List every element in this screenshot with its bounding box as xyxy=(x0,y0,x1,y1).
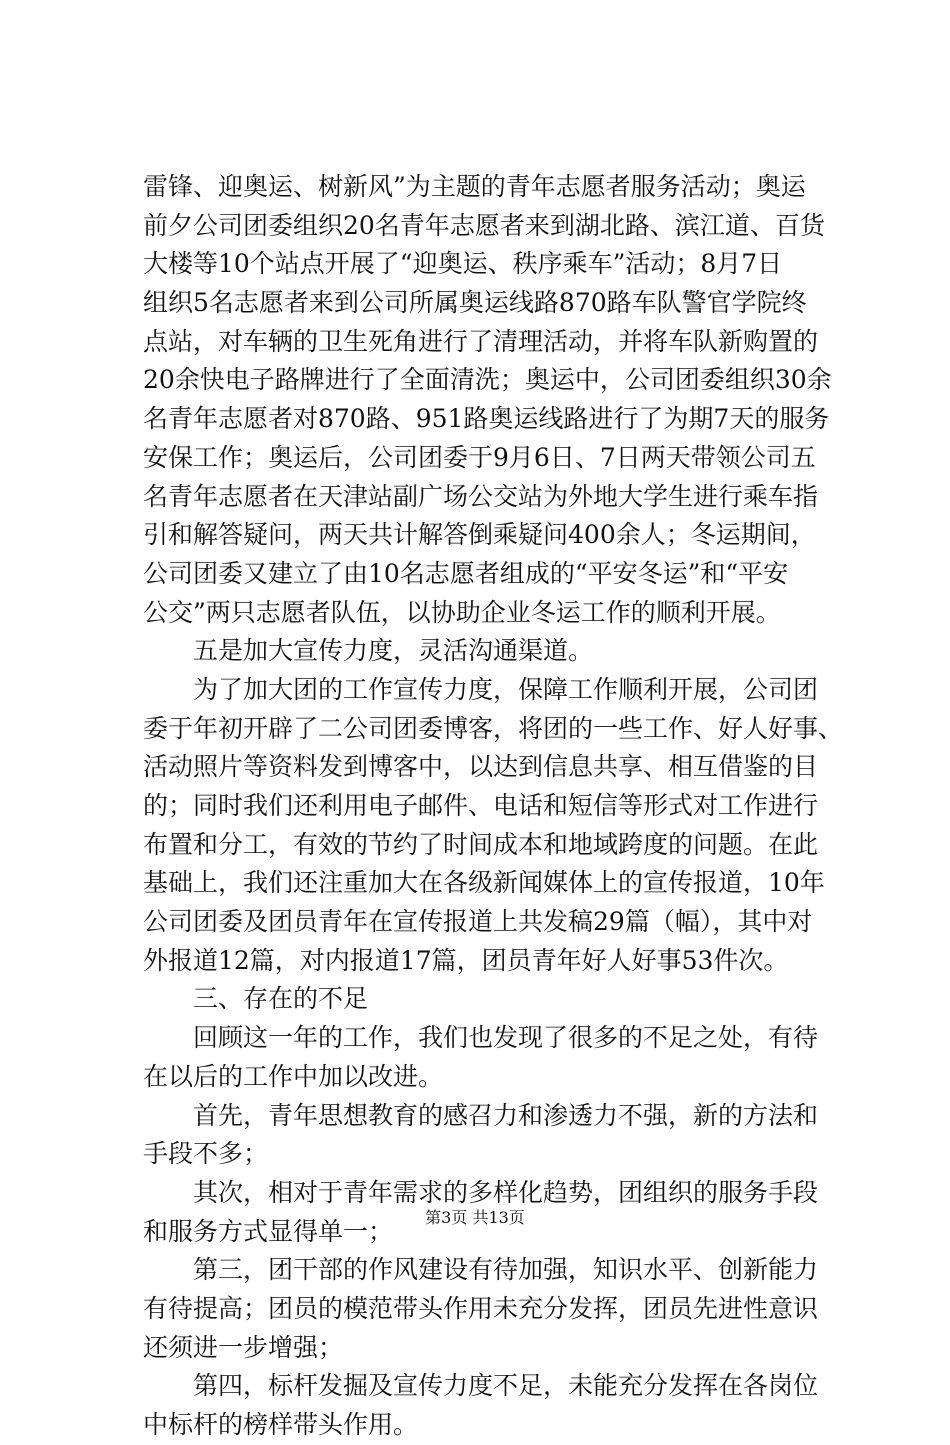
text-line: 为了加大团的工作宣传力度，保障工作顺利开展，公司团 xyxy=(143,674,819,704)
text-line: 组织5名志愿者来到公司所属奥运线路870路车队警官学院终 xyxy=(143,288,807,318)
text-line: 在以后的工作中加以改进。 xyxy=(143,1061,444,1091)
text-line: 大楼等10个站点开展了“迎奥运、秩序乘车”活动；8月7日 xyxy=(143,249,783,279)
text-line: 活动照片等资料发到博客中，以达到信息共享、相互借鉴的目 xyxy=(143,752,819,782)
text-line: 前夕公司团委组织20名青年志愿者来到湖北路、滨江道、百货 xyxy=(143,210,825,240)
text-line: 还须进一步增强； xyxy=(143,1332,344,1362)
text-line: 布置和分工，有效的节约了时间成本和地域跨度的问题。在此 xyxy=(143,829,819,859)
text-line: 第三，团干部的作风建设有待加强，知识水平、创新能力 xyxy=(143,1255,819,1285)
text-line: 公司团委又建立了由10名志愿者组成的“平安冬运”和“平安 xyxy=(143,558,789,588)
text-line: 首先，青年思想教育的感召力和渗透力不强，新的方法和 xyxy=(143,1100,819,1130)
text-line: 基础上，我们还注重加大在各级新闻媒体上的宣传报道，10年 xyxy=(143,868,825,898)
text-line: 名青年志愿者对870路、951路奥运线路进行了为期7天的服务 xyxy=(143,404,830,434)
text-line: 的；同时我们还利用电子邮件、电话和短信等形式对工作进行 xyxy=(143,791,819,820)
text-line: 第四，标杆发掘及宣传力度不足，未能充分发挥在各岗位 xyxy=(143,1371,819,1401)
text-line: 公交”两只志愿者队伍，以协助企业冬运工作的顺利开展。 xyxy=(143,597,781,627)
page-number-footer: 第3页 共13页 xyxy=(425,1208,525,1227)
text-line: 手段不多； xyxy=(143,1139,269,1169)
text-line: 点站，对车辆的卫生死角进行了清理活动，并将车队新购置的 xyxy=(143,326,819,356)
text-line: 委于年初开辟了二公司团委博客，将团的一些工作、好人好事、 xyxy=(143,713,844,743)
text-line: 和服务方式显得单一； xyxy=(143,1216,394,1246)
text-line: 有待提高；团员的模范带头作用未充分发挥，团员先进性意识 xyxy=(143,1293,819,1323)
body-text xyxy=(143,168,844,1445)
text-line: 引和解答疑问，两天共计解答倒乘疑问400余人；冬运期间， xyxy=(143,520,816,550)
text-line: 其次，相对于青年需求的多样化趋势，团组织的服务手段 xyxy=(143,1177,819,1207)
text-line: 公司团委及团员青年在宣传报道上共发稿29篇（幅），其中对 xyxy=(143,907,813,937)
section-heading: 五是加大宣传力度，灵活沟通渠道。 xyxy=(143,636,594,666)
text-line: 中标杆的榜样带头作用。 xyxy=(143,1410,419,1439)
text-line: 外报道12篇，对内报道17篇，团员青年好人好事53件次。 xyxy=(143,945,789,975)
text-line: 回顾这一年的工作，我们也发现了很多的不足之处，有待 xyxy=(143,1023,819,1053)
text-line: 雷锋、迎奥运、树新风”为主题的青年志愿者服务活动；奥运 xyxy=(143,172,806,201)
text-line: 安保工作；奥运后，公司团委于9月6日、7日两天带领公司五 xyxy=(143,442,816,472)
section-heading: 三、存在的不足 xyxy=(143,984,369,1014)
text-line: 名青年志愿者在天津站副广场公交站为外地大学生进行乘车指 xyxy=(143,481,819,511)
text-line: 20余快电子路牌进行了全面清洗；奥运中，公司团委组织30余 xyxy=(143,365,832,395)
